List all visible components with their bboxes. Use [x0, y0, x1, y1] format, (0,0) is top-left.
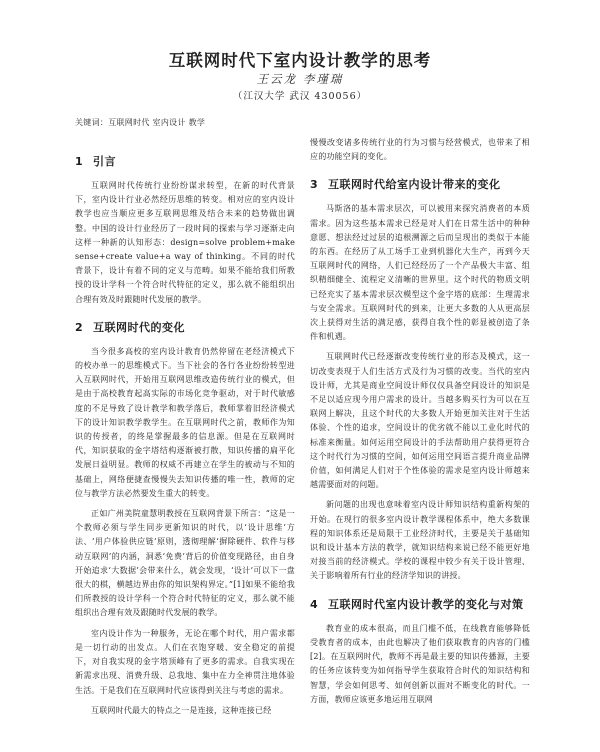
- section-number: 3: [310, 178, 319, 192]
- paper-title: 互联网时代下室内设计教学的思考: [168, 51, 432, 70]
- paper-keywords: 关键词：互联网时代 室内设计 教学: [75, 118, 206, 127]
- section-heading-internet-changes: [75, 319, 295, 335]
- paragraph-continued: 慢慢改变诸多传统行业的行为习惯与经营模式，也带来了相应的功能空间的变化。: [310, 138, 530, 162]
- paper-authors: 王云龙 李瑾瑞: [256, 72, 344, 86]
- section-number: 2: [75, 320, 84, 334]
- section-title: 互联网时代给室内设计带来的变化: [328, 178, 501, 192]
- paragraph: 正如广州美院童慧明教授在互联网背景下所言：“这是一个教师必须与学生同步更新知识的时代，以‘设计思维’方法、‘用户体验供应链’原则，透彻理解‘摒除硬件、软件与移动互联网’的内涵，洞悉‘免费’背后的价值变现路径，由自身开始追求‘大数据’会带来什么，就会发现，‘设计’可以下一盘很大的棋，横越边界由你的知识架构界定。”[1]如果不能给我们所教授的设计学科一个符合时代特征的定义，那么就不能组织出合理有效及跟随时代发展的教学。: [75, 509, 295, 618]
- right-column: [310, 136, 530, 707]
- paragraph: 马斯洛的基本需求层次，可以被用来探究消费者的本质需求。因为这些基本需求已经是对人们在日常生活中的种种意愿、想法经过过层的追根溯源之后而呈现出的类似于本能的东西。在经历了从工场手工业到机器化大生产，再到今天互联网时代的网络，人们已经经历了一个产品极大丰富、组织精细健全、流程定义清晰的世界里。这个时代的物质文明已经充实了基本需求层次模型这个金字塔的底部：生理需求与安全需求。互联网时代的到来，让更大多数的人从更高层次上获得对生活的满足感，获得自我个性的彰显被创造了条件和机遇。: [310, 204, 530, 342]
- section-title: 引言: [93, 155, 116, 168]
- paragraph: 室内设计作为一种服务，无论在哪个时代，用户需求都是一切行动的出发点。人们在衣饱穿暖、安全稳定的前提下，对自我实现的金字塔顶峰有了更多的需求。自我实现在新需求出现、消费升级、总我地、集中在力全神贯注地体验生活。于是我们在互联网时代应该得到关注与考虑的需求。: [75, 628, 295, 695]
- paragraph: 当今很多高校的室内设计教育仍然停留在老经济模式下的校办单一的思维模式下。当下社会的各行各业纷纷转型进入互联网时代，开始用互联网思维改造传统行业的模式，但是由于高校教育起高实际的市场化竞争驱动，对于时代敏感度的不足导致了设计教学和教学落后，教师掌着旧经济模式下的设计知识教学教学生。在互联网时代之前，教师作为知识的传授者，的终是掌握最多的信息源。但是在互联网时代，知识获取的金字塔结构逐渐被打散，知识传播的扁平化发展日益明显。教师的权威不再建立在学生的被动与不知的基础上，网络便捷查慢慢失去知识传播的唯一性，教师的定位与教学方法必然要发生重大的转变。: [75, 346, 295, 498]
- section-number: 4: [310, 597, 319, 611]
- paragraph: 互联网时代最大的特点之一是连接，这种连接已经: [91, 705, 272, 715]
- paragraph: 互联网时代已经逐渐改变传统行业的形态及模式，这一切改变表现于人们生活方式及行为习惯的改变。当代的室内设计师，尤其是商业空间设计师仅仅具备空间设计的知识是不足以适应现今用户需求的设计。当越多购买行为可以在互联网上解决，且这个时代的大多数人开始更加关注对于生活体验、个性的追求，空间设计的优劣就不能以工业化时代的标准来衡量。如何运用空间设计的手法帮助用户获得更符合这个时代行为习惯的空间，如何运用空间语言提升商业品牌价值，如何满足人们对于个性体验的需求是室内设计师越来越需要面对的问题。: [310, 352, 530, 490]
- paper-affiliation: （江汉大学 武汉 430056）: [232, 91, 368, 102]
- section-title: 互联网时代的变化: [93, 320, 185, 334]
- paragraph: 新问题的出现也意味着室内设计师知识结构重新构架的开始。在现行的很多室内设计教学课程体系中，绝大多数课程的知识体系还是局限于工业经济时代，主要是关于基础知识和设计基本方法的教学，就知识结构来说已经不能更好地对接当前的经济模式。学校的课程中较少有关于设计管理、关于影响着所有行业的经济学知识的讲授。: [310, 500, 530, 581]
- section-heading-introduction: [75, 153, 295, 169]
- paragraph: 教育业的成本很高，而且门槛不低，在线教育能够降低受教育者的成本，由此也解决了他们获取教育的内容的门槛[2]。在互联网时代，教师不再是最主要的知识传播源，主要的任务应该转变为如何指导学生获取符合时代的知识结构和智慧，学会如何思考、如何创新以面对不断变化的时代。一方面，教师应该更多地运用互联网: [310, 623, 530, 704]
- section-title: 互联网时代室内设计教学的变化与对策: [328, 597, 524, 611]
- section-heading-teaching-changes: [310, 596, 530, 612]
- section-number: 1: [75, 155, 84, 168]
- paragraph: 互联网时代传统行业纷纷谋求转型，在新的时代背景下，室内设计行业必然经历思维的转变。相对应的室内设计教学也应当顺应更多互联网思维及结合未来的趋势做出调整。中国的设计行业经历了一段时间的探索与学习逐渐走向这样一种新的认知形态：design=solve problem+make sense+create value+a way of thinking。不同的时代背景下，设计有着不同的定义与范畴。如果不能给我们所教授的设计学科一个符合时代特征的定义，那么就不能组织出合理有效及时跟随时代发展的教学。: [75, 181, 295, 304]
- section-heading-interior-design-changes: [310, 176, 530, 192]
- left-column: [75, 141, 295, 718]
